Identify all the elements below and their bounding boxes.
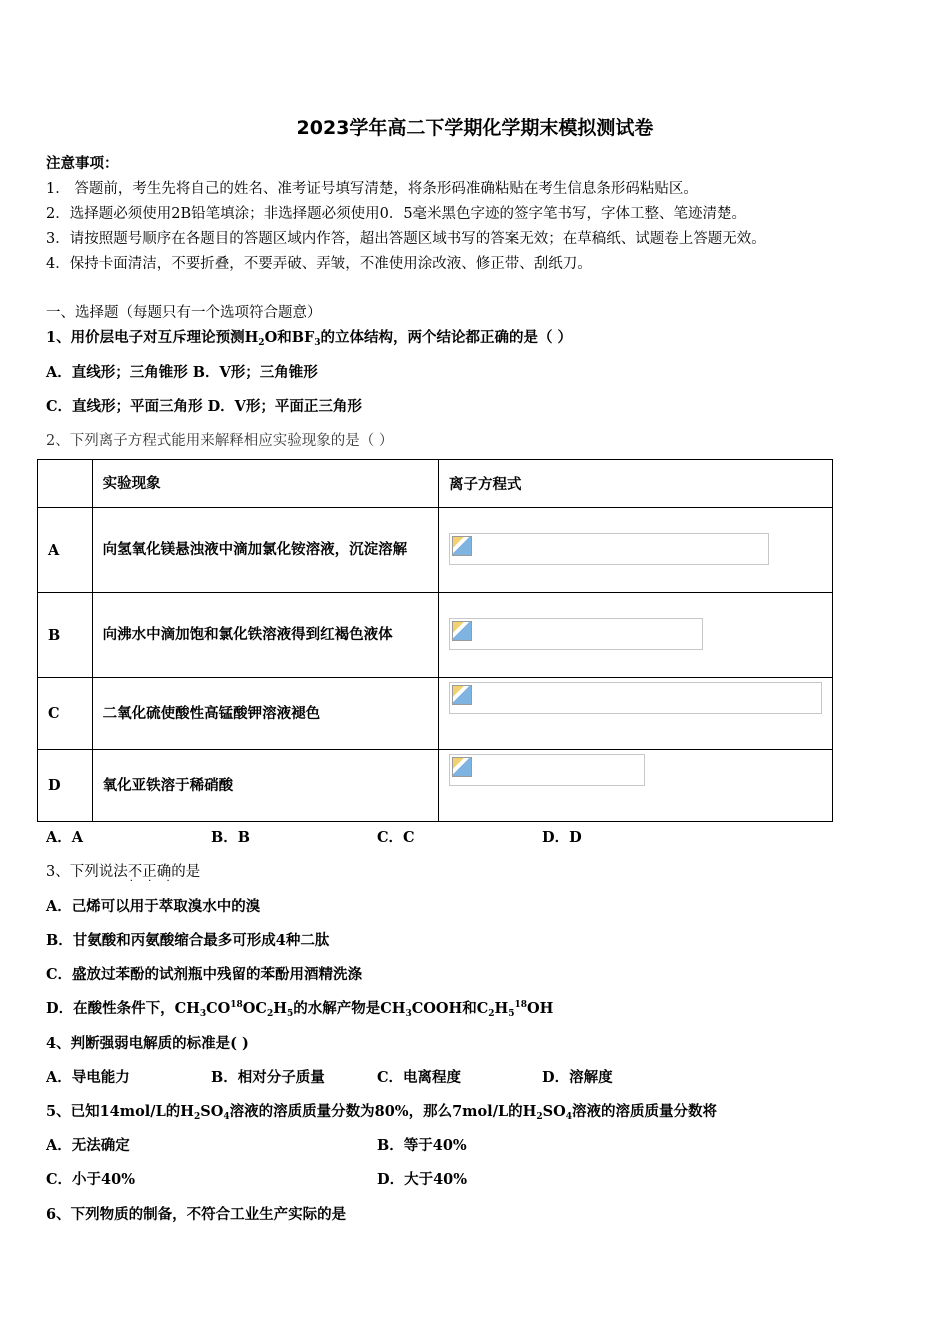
broken-image-icon: [452, 621, 472, 641]
q5-part: SO: [200, 1103, 224, 1120]
q3d-sub: 5: [286, 1009, 294, 1019]
broken-image: [449, 682, 822, 714]
header-label: [38, 460, 93, 508]
row-phenomenon: 向氢氧化镁悬浊液中滴加氯化铵溶液，沉淀溶解: [92, 508, 438, 593]
q3d-part: CO: [206, 1000, 231, 1017]
q5-sub: 4: [565, 1112, 573, 1122]
row-phenomenon: 二氧化硫使酸性高锰酸钾溶液褪色: [92, 678, 438, 750]
row-equation-cell: [439, 508, 833, 593]
row-label: D: [38, 750, 93, 822]
q3d-sub: 2: [266, 1009, 274, 1019]
q3d-part: OH: [527, 1000, 554, 1017]
q5-sub: 4: [223, 1112, 230, 1122]
table-row: [38, 593, 833, 678]
notice-item-1: 1． 答题前，考生先将自己的姓名、准考证号填写清楚，将条形码准确粘贴在考生信息条形码粘贴区。: [46, 181, 698, 197]
question-2-stem: 2、下列离子方程式能用来解释相应实验现象的是（ ）: [46, 433, 394, 449]
question-6-stem: 6、下列物质的制备，不符合工业生产实际的是: [46, 1206, 347, 1223]
notice-heading: 注意事项：: [46, 155, 119, 172]
q3-option-c: C．盛放过苯酚的试剂瓶中残留的苯酚用酒精洗涤: [46, 966, 363, 983]
q4-option-c: C．电离程度: [377, 1069, 462, 1086]
section-heading: 一、选择题（每题只有一个选项符合题意）: [46, 305, 322, 321]
q5-part: 溶液的溶质质量分数将: [572, 1103, 718, 1120]
q1-stem-b: O和BF: [264, 329, 315, 346]
q1-sub-3: 3: [314, 338, 321, 348]
q3-option-a: A．己烯可以用于萃取溴水中的溴: [46, 898, 261, 915]
q2-option-a: A．A: [46, 829, 84, 846]
q2-option-d: D．D: [542, 829, 582, 846]
header-equation: 离子方程式: [439, 460, 833, 508]
q5-part: 溶液的溶质质量分数为80%，那么7mol/L的H: [229, 1103, 537, 1120]
q5-option-a: A．无法确定: [46, 1137, 130, 1154]
broken-image: [449, 533, 769, 565]
row-label: C: [38, 678, 93, 750]
q5-option-c: C．小于40%: [46, 1171, 135, 1188]
q5-option-d: D．大于40%: [377, 1171, 468, 1188]
broken-image-icon: [452, 536, 472, 556]
q2-option-b: B．B: [211, 829, 251, 846]
notice-item-4: 4．保持卡面清洁，不要折叠，不要弄破、弄皱，不准使用涂改液、修正带、刮纸刀。: [46, 256, 592, 272]
q3d-sub: 2: [488, 1009, 495, 1019]
row-label: B: [38, 593, 93, 678]
notice-item-3: 3．请按照题号顺序在各题目的答题区域内作答，超出答题区域书写的答案无效；在草稿纸、试题卷上答题无效。: [46, 231, 766, 247]
table-row: [38, 508, 833, 593]
q3d-part: H: [273, 1000, 287, 1017]
q3d-sub: 3: [199, 1009, 207, 1019]
q4-option-a: A．导电能力: [46, 1069, 130, 1086]
row-label: A: [38, 508, 93, 593]
q3d-part: COOH和C: [411, 1000, 489, 1017]
question-3-stem: [46, 860, 200, 881]
row-equation-cell: [439, 678, 833, 750]
notice-item-2: 2．选择题必须使用2B铅笔填涂；非选择题必须使用0．5毫米黑色字迹的签字笔书写，字体工整、笔迹清楚。: [46, 206, 747, 222]
q1-stem-c: 的立体结构，两个结论都正确的是（ ）: [320, 329, 573, 346]
broken-image: [449, 754, 645, 786]
row-phenomenon: 氧化亚铁溶于稀硝酸: [92, 750, 438, 822]
q3d-part: OC: [242, 1000, 267, 1017]
question-5-stem: [46, 1100, 717, 1122]
q3d-part: 的水解产物是CH: [293, 1000, 406, 1017]
q5-part: 5、已知14mol/L的H: [46, 1103, 194, 1120]
q3-stem-a: 3、下列说法: [46, 864, 128, 880]
header-phenomenon: 实验现象: [92, 460, 438, 508]
broken-image-icon: [452, 685, 472, 705]
q5-sub: 2: [536, 1112, 543, 1122]
row-equation-cell: [439, 750, 833, 822]
q3-option-d: [46, 997, 553, 1019]
table-header-row: [38, 460, 833, 508]
table-row: [38, 750, 833, 822]
q3d-sup: 18: [230, 1000, 243, 1010]
q3-stem-b: 的是: [171, 864, 201, 880]
broken-image-icon: [452, 757, 472, 777]
q4-option-b: B．相对分子质量: [211, 1069, 325, 1086]
q4-option-d: D．溶解度: [542, 1069, 613, 1086]
q3-stem-emphasis: 不正确 · · ·: [128, 864, 172, 880]
q3d-sub: 3: [405, 1009, 412, 1019]
q3d-sup: 18: [514, 1000, 528, 1010]
q5-sub: 2: [193, 1112, 201, 1122]
row-equation-cell: [439, 593, 833, 678]
table-row: [38, 678, 833, 750]
q3-option-b: B．甘氨酸和丙氨酸缩合最多可形成4种二肽: [46, 932, 330, 949]
broken-image: [449, 618, 703, 650]
row-phenomenon: 向沸水中滴加饱和氯化铁溶液得到红褐色液体: [92, 593, 438, 678]
ion-equation-table: [37, 459, 833, 822]
q5-option-b: B．等于40%: [377, 1137, 467, 1154]
q1-sub-2: 2: [258, 338, 265, 348]
q3d-sub: 5: [508, 1009, 515, 1019]
q1-options-line-1: A．直线形；三角锥形 B．V形；三角锥形: [46, 364, 318, 381]
q2-option-c: C．C: [377, 829, 415, 846]
q1-stem-a: 1、用价层电子对互斥理论预测H: [46, 329, 259, 346]
q5-part: SO: [542, 1103, 566, 1120]
q1-options-line-2: C．直线形；平面三角形 D．V形；平面正三角形: [46, 398, 362, 415]
q3d-part: H: [494, 1000, 509, 1017]
page-title: 2023学年高二下学期化学期末模拟测试卷: [296, 117, 654, 139]
question-1-stem: [46, 326, 572, 348]
q3d-part: D．在酸性条件下，CH: [46, 1000, 200, 1017]
question-4-stem: 4、判断强弱电解质的标准是( ): [46, 1035, 249, 1052]
